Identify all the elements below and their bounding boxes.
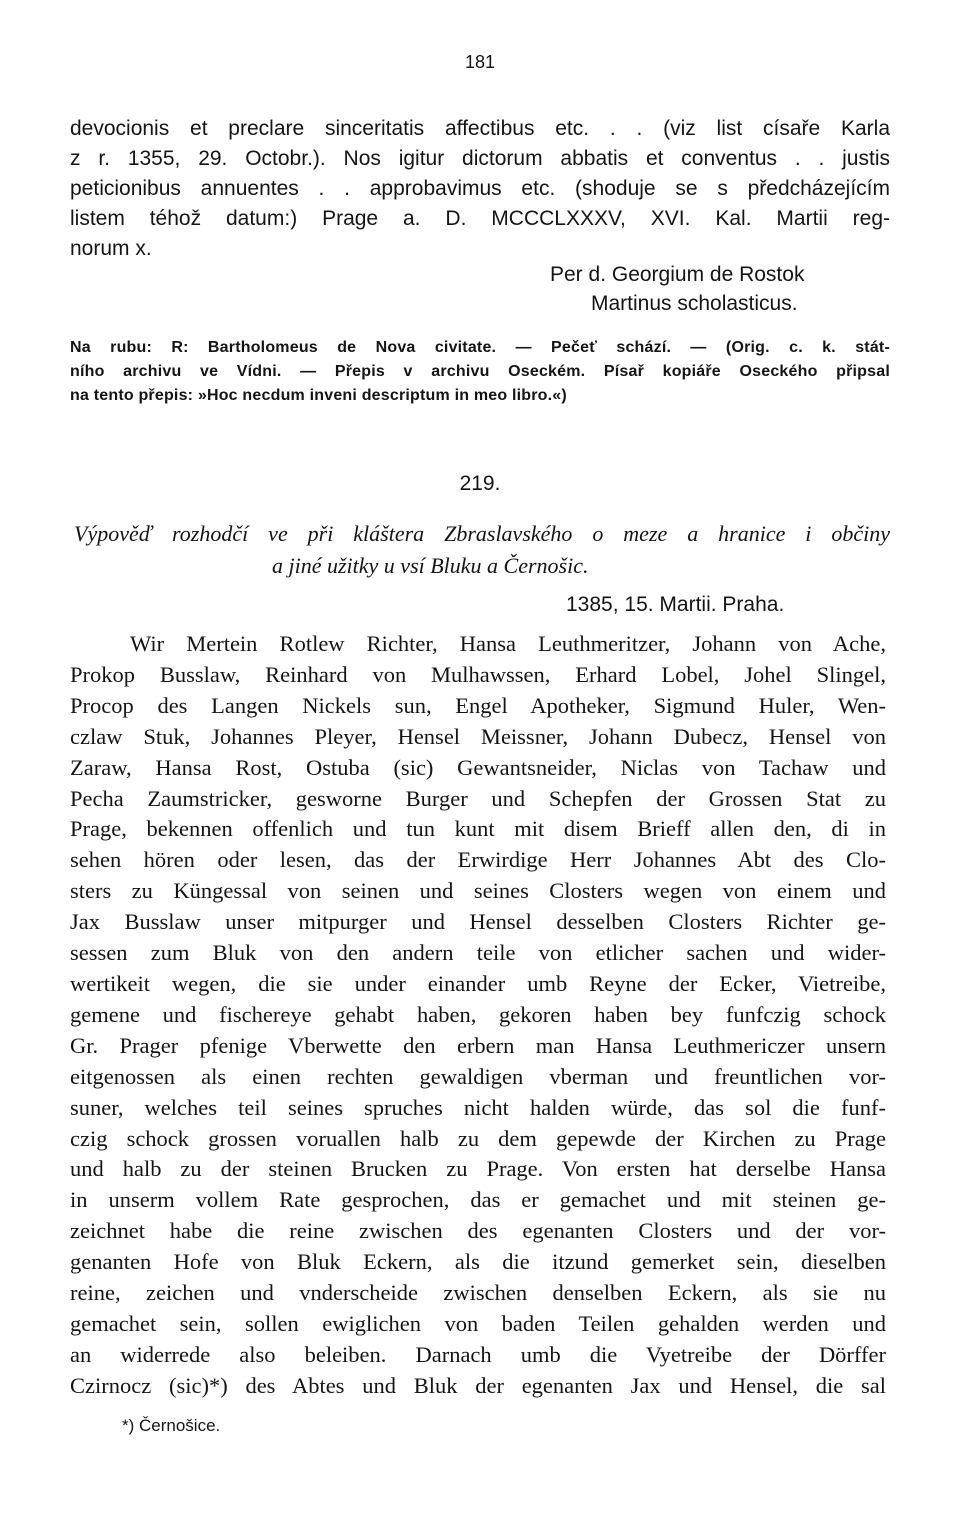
body-line: Czirnocz (sic)*) des Abtes und Bluk der egenanten Jax und Hensel, die sal: [70, 1372, 886, 1398]
text-line: listem téhož datum:) Prage a. D. MCCCLXXXV, XVI. Kal. Martii reg-: [70, 207, 890, 230]
body-line: zeichnet habe die reine zwischen des egenanten Closters und der vor-: [70, 1218, 886, 1244]
body-line: Prage, bekennen offenlich und tun kunt mit disem Brieff allen den, di in: [70, 816, 886, 842]
text-line: z r. 1355, 29. Octobr.). Nos igitur dictorum abbatis et conventus . . justis: [70, 147, 890, 170]
document-body: [70, 629, 886, 1402]
body-line: reine, zeichen und vnderscheide zwischen denselben Eckern, als sie nu: [70, 1280, 886, 1306]
text-line: peticionibus annuentes . . approbavimus etc. (shoduje se s předcházejícím: [70, 177, 890, 200]
body-line: an widerrede also beleiben. Darnach umb die Vyetreibe der Dörffer: [70, 1341, 886, 1367]
body-line: sehen hören oder lesen, das der Erwirdige Herr Johannes Abt des Clo-: [70, 847, 886, 873]
signer-line: Martinus scholasticus.: [591, 292, 798, 315]
page-number: 181: [464, 52, 496, 72]
heading-line: Výpověď rozhodčí ve při kláštera Zbraslavského o meze a hranice i občiny: [74, 521, 890, 546]
body-line: eitgenossen als einen rechten gewaldigen vberman und freuntlichen vor-: [70, 1063, 886, 1089]
body-line: Gr. Prager pfenige Vberwette den erbern man Hansa Leuthmericzer unsern: [70, 1032, 886, 1058]
footnote: *) Černošice.: [122, 1416, 221, 1435]
text-line: devocionis et preclare sinceritatis affectibus etc. . . (viz list císaře Karla: [70, 117, 890, 140]
body-line: Jax Busslaw unser mitpurger und Hensel desselben Closters Richter ge-: [70, 909, 886, 935]
body-line: wertikeit wegen, die sie under einander umb Reyne der Ecker, Vietreibe,: [70, 970, 886, 996]
body-line: sters zu Küngessal von seinen und seines Closters wegen von einem und: [70, 878, 886, 904]
body-line: Wir Mertein Rotlew Richter, Hansa Leuthmeritzer, Johann von Ache,: [130, 631, 886, 656]
text-line: norum x.: [70, 237, 152, 260]
note-line: ního archivu ve Vídni. — Přepis v archivu Oseckém. Písař kopiáře Oseckého připsal: [70, 363, 890, 380]
body-line: suner, welches teil seines spruches nicht halden würde, das sol die funf-: [70, 1094, 886, 1120]
body-line: Pecha Zaumstricker, gesworne Burger und Schepfen der Grossen Stat zu: [70, 785, 886, 811]
note-line: Na rubu: R: Bartholomeus de Nova civitate. — Pečeť schází. — (Orig. c. k. stát-: [70, 339, 890, 356]
continuation-paragraph: [70, 114, 890, 264]
heading-line: a jiné užitky u vsí Bluku a Černošic.: [272, 553, 589, 578]
body-line: gemachet sein, sollen ewiglichen von baden Teilen gehalden werden und: [70, 1310, 886, 1336]
body-line: genanten Hofe von Bluk Eckern, als die itzund gemerket sein, dieselben: [70, 1249, 886, 1275]
body-line: sessen zum Bluk von den andern teile von etlicher sachen und wider-: [70, 940, 886, 966]
body-line: Prokop Busslaw, Reinhard von Mulhawssen, Erhard Lobel, Johel Slingel,: [70, 661, 886, 687]
body-line: gemene und fischereye gehabt haben, gekoren haben bey funfczig schock: [70, 1001, 886, 1027]
body-line: czlaw Stuk, Johannes Pleyer, Hensel Meissner, Johann Dubecz, Hensel von: [70, 723, 886, 749]
dateline: 1385, 15. Martii. Praha.: [566, 593, 785, 616]
document-heading: [74, 518, 890, 582]
archival-note: [70, 336, 890, 408]
body-line: und halb zu der steinen Brucken zu Prage. Von ersten hat derselbe Hansa: [70, 1156, 886, 1182]
body-line: Zaraw, Hansa Rost, Ostuba (sic) Gewantsneider, Niclas von Tachaw und: [70, 754, 886, 780]
document-number: 219.: [459, 472, 501, 495]
signer-line: Per d. Georgium de Rostok: [550, 263, 805, 286]
body-line: Procop des Langen Nickels sun, Engel Apotheker, Sigmund Huler, Wen-: [70, 692, 886, 718]
body-line: czig schock grossen voruallen halb zu dem gepewde der Kirchen zu Prage: [70, 1125, 886, 1151]
body-line: in unserm vollem Rate gesprochen, das er gemachet und mit steinen ge-: [70, 1187, 886, 1213]
note-line: na tento přepis: »Hoc necdum inveni descriptum in meo libro.«): [70, 387, 567, 404]
